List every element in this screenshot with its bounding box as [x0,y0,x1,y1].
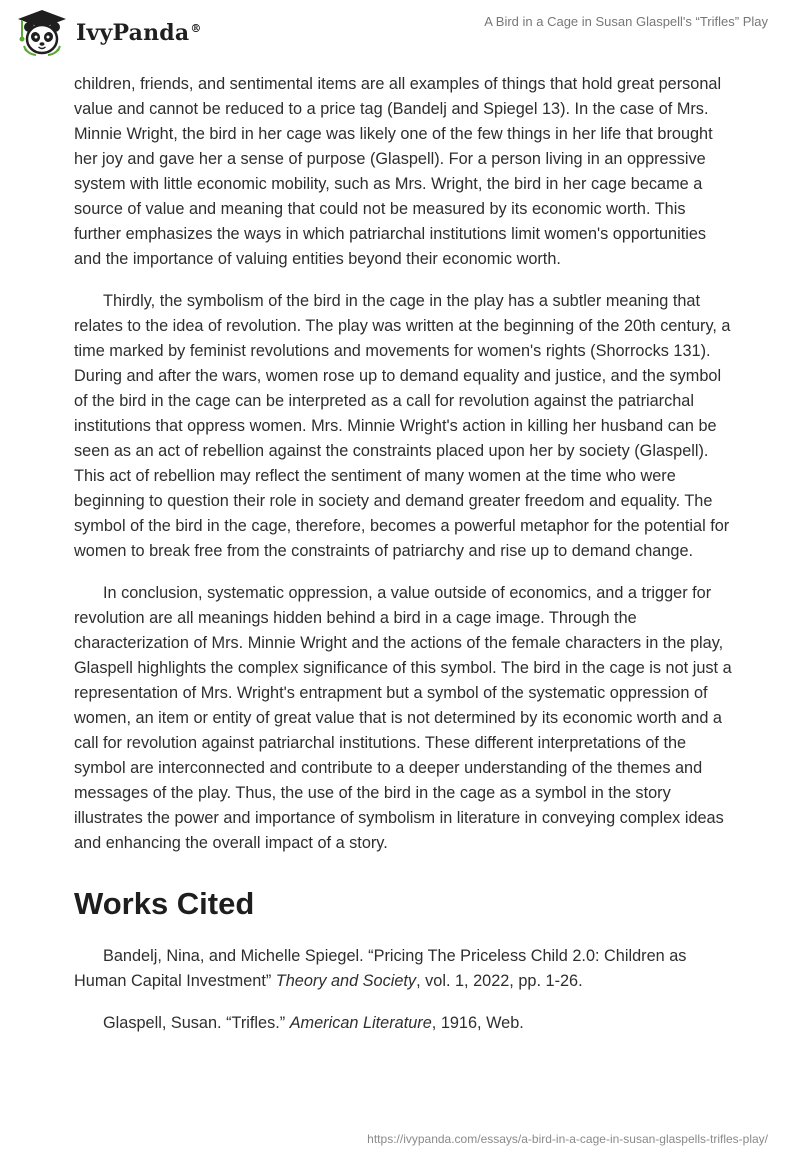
works-cited-heading: Works Cited [74,886,255,921]
citation-glaspell-journal: American Literature [289,1014,432,1032]
paragraph-conclusion: In conclusion, systematic oppression, a value outside of economics, and a trigger for revolution are all meanings hidden behind a bird in a cage image. Through the characterization of Mrs. Minnie Wright and the actions of the female characters in the play, Glaspell highlights the complex significance of this symbol. The bird in the cage is not just a representation of Mrs. Wright's entrapment but a symbol of the systematic oppression of women, an item or entity of great value that is not determined by its economic worth and a call for revolution against patriarchal institutions. These different interpretations of the symbol are interconnected and contribute to a deeper understanding of the themes and messages of the play. Thus, the use of the bird in the cage as a symbol in the story illustrates the power and importance of symbolism in literature in conveying complex ideas and enhancing the overall impact of a story. [74,584,732,852]
citation-glaspell [74,1011,734,1036]
citation-glaspell-main: Glaspell, Susan. “Trifles.” [103,1014,290,1032]
document-title: A Bird in a Cage in Susan Glaspell's “Trifles” Play [484,14,768,29]
registered-mark: ® [190,21,202,35]
citation-bandelj-journal: Theory and Society [275,972,417,990]
brand-name-text: IvyPanda [76,20,190,46]
citation-glaspell-details: , 1916, Web. [431,1014,524,1032]
essay-content [74,72,734,1053]
panda-graduate-icon [14,8,70,58]
paragraph-continued: children, friends, and sentimental items are all examples of things that hold great personal value and cannot be reduced to a price tag (Bandelj and Spiegel 13). In the case of Mrs. Minnie Wright, the bird in her cage was likely one of the few things in her life that brought her joy and gave her a sense of purpose (Glaspell). For a person living in an oppressive system with little economic mobility, such as Mrs. Wright, the bird in her cage became a source of value and meaning that could not be measured by its economic worth. This further emphasizes the ways in which patriarchal institutions limit women's opportunities and the importance of valuing entities beyond their economic worth. [74,75,722,268]
paragraph-thirdly: Thirdly, the symbolism of the bird in the cage in the play has a subtler meaning that relates to the idea of revolution. The play was written at the beginning of the 20th century, a time marked by feminist revolutions and movements for women's rights (Shorrocks 131). During and after the wars, women rose up to demand equality and justice, and the symbol of the bird in the cage can be interpreted as a call for revolution against the patriarchal institutions that oppress women. Mrs. Minnie Wright's action in killing her husband can be seen as an act of rebellion against the constraints placed upon her by society (Glaspell). This act of rebellion may reflect the sentiment of many women at the time who were beginning to question their role in society and demand greater freedom and equality. The symbol of the bird in the cage, therefore, becomes a powerful metaphor for the potential for women to break free from the constraints of patriarchy and rise up to demand change. [74,292,731,560]
citation-bandelj-details: , vol. 1, 2022, pp. 1-26. [416,972,583,990]
source-url-link[interactable]: https://ivypanda.com/essays/a-bird-in-a-cage-in-susan-glaspells-trifles-play/ [367,1132,768,1146]
brand-name [76,20,202,46]
citation-bandelj-main: Bandelj, Nina, and Michelle Spiegel. “Pricing The Priceless Child 2.0: Children as Human Capital Investment” [74,947,687,990]
citation-bandelj [74,944,734,994]
ivypanda-logo[interactable] [14,8,202,58]
page-header [0,0,800,70]
